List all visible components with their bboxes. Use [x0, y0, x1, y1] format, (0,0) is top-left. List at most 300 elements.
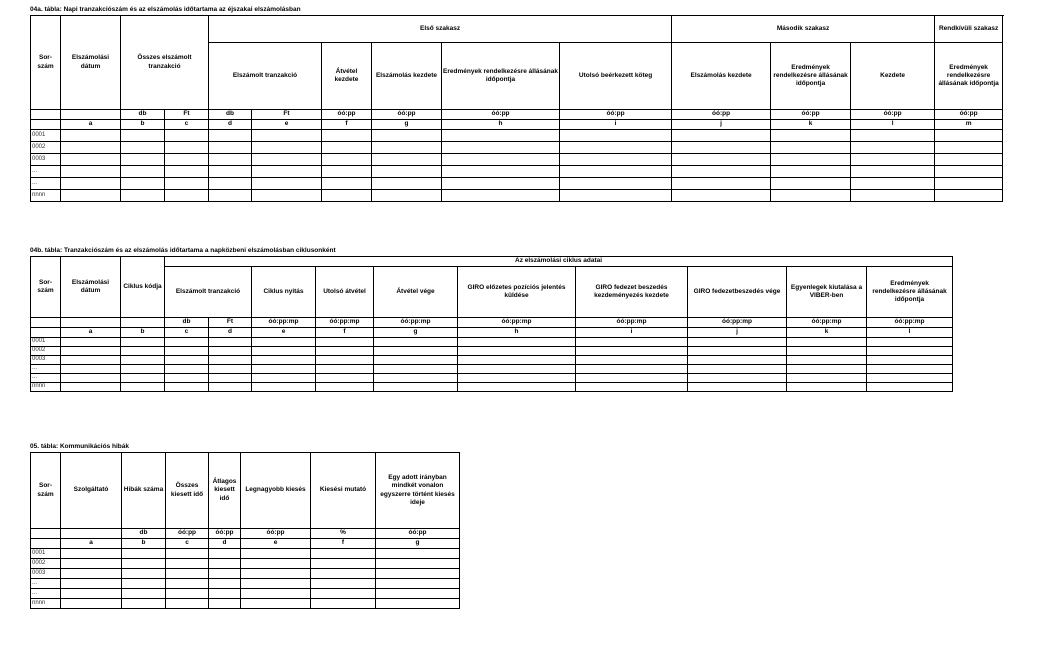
table-05-title: 05. tábla: Kommunikációs hibák	[30, 443, 129, 450]
data-cell	[166, 579, 209, 589]
data-cell	[851, 178, 935, 190]
data-cell	[458, 338, 576, 347]
col-giro-elozetes: GIRO előzetes pozíciós jelentés küldése	[458, 267, 576, 318]
data-cell	[935, 190, 1003, 202]
data-cell	[311, 589, 376, 599]
letter-cell: g	[372, 120, 442, 130]
col-giro-vege: GIRO fedezetbeszedés vége	[688, 267, 787, 318]
data-cell	[121, 383, 165, 392]
letter-cell: k	[771, 120, 851, 130]
data-cell	[61, 569, 122, 579]
data-cell	[241, 569, 311, 579]
letter-cell: g	[374, 328, 458, 338]
letter-cell: h	[442, 120, 560, 130]
table-row	[31, 599, 460, 609]
data-cell	[165, 365, 209, 374]
data-cell	[374, 356, 458, 365]
data-cell	[252, 374, 316, 383]
col-hibak: Hibák száma	[122, 453, 166, 529]
data-cell	[209, 356, 252, 365]
data-cell	[935, 166, 1003, 178]
letter-cell: c	[166, 539, 209, 549]
data-cell	[376, 559, 460, 569]
data-cell	[121, 178, 165, 190]
data-cell	[316, 347, 374, 356]
row-number: ...	[31, 166, 61, 178]
letter-cell: c	[165, 328, 209, 338]
unit-cell: Ft	[165, 110, 209, 120]
col-egyenlegek: Egyenlegek kiutalása a VIBER-ben	[787, 267, 867, 318]
data-cell	[560, 166, 672, 178]
table-04b-title: 04b. tábla: Tranzakciószám és az elszámolás időtartama a napközbeni elszámolásban ciklusonként	[30, 247, 336, 254]
data-cell	[771, 142, 851, 154]
table-row	[31, 178, 1003, 190]
data-cell	[374, 347, 458, 356]
row-number: 0002	[31, 559, 61, 569]
data-cell	[372, 130, 442, 142]
col-elszamolas-kezdete-2: Elszámolás kezdete	[672, 43, 771, 110]
unit-cell: Ft	[252, 110, 322, 120]
data-cell	[209, 569, 241, 579]
data-cell	[209, 599, 241, 609]
data-cell	[61, 559, 122, 569]
data-cell	[576, 356, 688, 365]
data-cell	[322, 130, 372, 142]
data-cell	[121, 347, 165, 356]
letter-cell: j	[672, 120, 771, 130]
data-cell	[122, 549, 166, 559]
unit-cell: óó:pp:mp	[458, 318, 576, 328]
table-04a	[30, 15, 1003, 202]
unit-cell: óó:pp	[442, 110, 560, 120]
group-elso-szakasz: Első szakasz	[209, 16, 672, 43]
table-row	[31, 549, 460, 559]
data-cell	[442, 142, 560, 154]
row-number: nnnn	[31, 383, 61, 392]
data-cell	[576, 347, 688, 356]
data-cell	[311, 579, 376, 589]
data-cell	[771, 130, 851, 142]
data-cell	[61, 347, 121, 356]
letter-cell: a	[61, 120, 121, 130]
letter-cell: f	[322, 120, 372, 130]
data-cell	[252, 383, 316, 392]
data-cell	[252, 365, 316, 374]
data-cell	[209, 347, 252, 356]
data-cell	[576, 383, 688, 392]
data-cell	[688, 347, 787, 356]
unit-cell: óó:pp	[376, 529, 460, 539]
data-cell	[374, 383, 458, 392]
data-cell	[316, 383, 374, 392]
data-cell	[121, 166, 165, 178]
data-cell	[121, 154, 165, 166]
table-row	[31, 166, 1003, 178]
col-eredmenyek-3: Eredmények rendelkezésre állásának időpontja	[935, 43, 1003, 110]
unit-cell: db	[165, 318, 209, 328]
data-cell	[372, 142, 442, 154]
table-row	[31, 559, 460, 569]
data-cell	[121, 365, 165, 374]
data-cell	[316, 338, 374, 347]
data-cell	[61, 166, 121, 178]
letter-cell: a	[61, 328, 121, 338]
letter-cell: j	[688, 328, 787, 338]
data-cell	[61, 383, 121, 392]
row-number: 0003	[31, 569, 61, 579]
table-row	[31, 374, 953, 383]
letter-cell: h	[458, 328, 576, 338]
letter-cell: f	[316, 328, 374, 338]
row-number: 0001	[31, 549, 61, 559]
row-number: 0001	[31, 338, 61, 347]
data-cell	[935, 142, 1003, 154]
data-cell	[209, 383, 252, 392]
letter-cell: c	[165, 120, 209, 130]
unit-cell: óó:pp	[771, 110, 851, 120]
data-cell	[771, 166, 851, 178]
data-cell	[165, 374, 209, 383]
data-cell	[252, 338, 316, 347]
unit-cell: óó:pp	[851, 110, 935, 120]
col-ciklus-kodja: Ciklus kódja	[121, 257, 165, 318]
unit-cell: óó:pp	[560, 110, 672, 120]
data-cell	[61, 599, 122, 609]
data-cell	[560, 130, 672, 142]
unit-cell: Ft	[209, 318, 252, 328]
unit-cell: óó:pp	[935, 110, 1003, 120]
col-elszamolt: Elszámolt tranzakció	[209, 43, 322, 110]
data-cell	[252, 178, 322, 190]
letter-cell: i	[576, 328, 688, 338]
data-cell	[166, 589, 209, 599]
col-atvetel-vege: Átvétel vége	[374, 267, 458, 318]
data-cell	[688, 365, 787, 374]
table-05	[30, 452, 460, 609]
letter-cell: a	[61, 539, 122, 549]
data-cell	[442, 190, 560, 202]
data-cell	[121, 356, 165, 365]
col-atvetel-kezdete: Átvétel kezdete	[322, 43, 372, 110]
data-cell	[209, 365, 252, 374]
data-cell	[771, 178, 851, 190]
data-cell	[209, 374, 252, 383]
data-cell	[61, 338, 121, 347]
data-cell	[165, 178, 209, 190]
table-04b	[30, 256, 953, 392]
unit-cell: óó:pp:mp	[252, 318, 316, 328]
data-cell	[458, 347, 576, 356]
unit-cell: db	[209, 110, 252, 120]
data-cell	[851, 166, 935, 178]
data-cell	[122, 599, 166, 609]
data-cell	[316, 365, 374, 374]
table-row	[31, 569, 460, 579]
data-cell	[376, 589, 460, 599]
data-cell	[311, 549, 376, 559]
row-number: 0001	[31, 130, 61, 142]
col-sorszam: Sor-szám	[31, 16, 61, 110]
data-cell	[672, 142, 771, 154]
data-cell	[771, 190, 851, 202]
data-cell	[374, 338, 458, 347]
row-number: ...	[31, 365, 61, 374]
unit-cell: óó:pp	[241, 529, 311, 539]
data-cell	[560, 154, 672, 166]
data-cell	[935, 178, 1003, 190]
data-cell	[61, 579, 122, 589]
data-cell	[458, 383, 576, 392]
data-cell	[851, 130, 935, 142]
data-cell	[316, 356, 374, 365]
data-cell	[851, 154, 935, 166]
data-cell	[209, 549, 241, 559]
data-cell	[316, 374, 374, 383]
unit-cell: óó:pp:mp	[374, 318, 458, 328]
data-cell	[322, 166, 372, 178]
group-ciklus-adatai: Az elszámolási ciklus adatai	[165, 257, 953, 267]
data-cell	[867, 383, 953, 392]
data-cell	[688, 356, 787, 365]
col-eredmenyek-1: Eredmények rendelkezésre állásának időpontja	[442, 43, 560, 110]
data-cell	[787, 365, 867, 374]
data-cell	[458, 374, 576, 383]
data-cell	[209, 190, 252, 202]
data-cell	[122, 559, 166, 569]
data-cell	[121, 190, 165, 202]
letter-cell: e	[252, 328, 316, 338]
group-masodik-szakasz: Második szakasz	[672, 16, 935, 43]
data-cell	[121, 374, 165, 383]
col-szolgaltato: Szolgáltató	[61, 453, 122, 529]
letter-cell: k	[787, 328, 867, 338]
data-cell	[442, 166, 560, 178]
row-number: nnnn	[31, 599, 61, 609]
data-cell	[166, 559, 209, 569]
col-eredmenyek-2: Eredmények rendelkezésre állásának időpontja	[771, 43, 851, 110]
data-cell	[165, 190, 209, 202]
letter-cell: d	[209, 120, 252, 130]
data-cell	[165, 166, 209, 178]
data-cell	[372, 190, 442, 202]
letter-cell: b	[121, 120, 165, 130]
col-utolso-koteg: Utolsó beérkezett köteg	[560, 43, 672, 110]
data-cell	[241, 589, 311, 599]
data-cell	[252, 190, 322, 202]
row-number: ...	[31, 589, 61, 599]
data-cell	[688, 338, 787, 347]
data-cell	[376, 569, 460, 579]
data-cell	[122, 569, 166, 579]
col-sorszam: Sor-szám	[31, 257, 61, 318]
data-cell	[241, 549, 311, 559]
data-cell	[209, 154, 252, 166]
data-cell	[61, 142, 121, 154]
data-cell	[458, 356, 576, 365]
data-cell	[122, 579, 166, 589]
data-cell	[322, 142, 372, 154]
data-cell	[560, 178, 672, 190]
letter-cell: l	[867, 328, 953, 338]
col-giro-kezdete: GIRO fedezet beszedés kezdeményezés kezdete	[576, 267, 688, 318]
data-cell	[372, 166, 442, 178]
unit-cell: óó:pp:mp	[688, 318, 787, 328]
data-cell	[688, 374, 787, 383]
data-cell	[61, 549, 122, 559]
data-cell	[165, 142, 209, 154]
data-cell	[61, 130, 121, 142]
data-cell	[166, 599, 209, 609]
data-cell	[122, 589, 166, 599]
data-cell	[241, 599, 311, 609]
letter-cell: i	[560, 120, 672, 130]
data-cell	[209, 130, 252, 142]
data-cell	[322, 154, 372, 166]
col-utolso-atvetel: Utolsó átvétel	[316, 267, 374, 318]
data-cell	[771, 154, 851, 166]
data-cell	[867, 347, 953, 356]
data-cell	[165, 154, 209, 166]
row-number: 0002	[31, 347, 61, 356]
col-kezdete: Kezdete	[851, 43, 935, 110]
col-elszamolt: Elszámolt tranzakció	[165, 267, 252, 318]
data-cell	[209, 178, 252, 190]
row-number: 0003	[31, 154, 61, 166]
unit-cell: óó:pp	[672, 110, 771, 120]
row-number: 0002	[31, 142, 61, 154]
data-cell	[787, 347, 867, 356]
data-cell	[576, 365, 688, 374]
data-cell	[61, 178, 121, 190]
col-legnagyobb: Legnagyobb kiesés	[241, 453, 311, 529]
data-cell	[442, 178, 560, 190]
col-sorszam: Sor-szám	[31, 453, 61, 529]
table-row	[31, 142, 1003, 154]
data-cell	[209, 559, 241, 569]
data-cell	[867, 374, 953, 383]
col-elszamolas-kezdete: Elszámolás kezdete	[372, 43, 442, 110]
data-cell	[252, 347, 316, 356]
data-cell	[61, 154, 121, 166]
data-cell	[166, 549, 209, 559]
data-cell	[688, 383, 787, 392]
table-row	[31, 130, 1003, 142]
data-cell	[376, 549, 460, 559]
data-cell	[787, 374, 867, 383]
data-cell	[576, 338, 688, 347]
data-cell	[851, 190, 935, 202]
letter-cell: b	[122, 539, 166, 549]
unit-cell: óó:pp	[209, 529, 241, 539]
unit-cell: óó:pp:mp	[867, 318, 953, 328]
data-cell	[252, 356, 316, 365]
data-cell	[209, 166, 252, 178]
data-cell	[442, 154, 560, 166]
data-cell	[372, 178, 442, 190]
data-cell	[867, 338, 953, 347]
unit-cell: óó:pp	[322, 110, 372, 120]
col-datum: Elszámolási dátum	[61, 257, 121, 318]
data-cell	[61, 589, 122, 599]
row-number: nnnn	[31, 190, 61, 202]
data-cell	[672, 178, 771, 190]
unit-cell: óó:pp:mp	[576, 318, 688, 328]
data-cell	[252, 166, 322, 178]
data-cell	[442, 130, 560, 142]
data-cell	[376, 599, 460, 609]
data-cell	[560, 142, 672, 154]
data-cell	[209, 338, 252, 347]
unit-cell: óó:pp:mp	[316, 318, 374, 328]
table-row	[31, 154, 1003, 166]
col-osszes: Összes elszámolt tranzakció	[121, 16, 209, 110]
data-cell	[787, 356, 867, 365]
data-cell	[61, 190, 121, 202]
data-cell	[121, 130, 165, 142]
data-cell	[209, 589, 241, 599]
table-row	[31, 190, 1003, 202]
data-cell	[311, 569, 376, 579]
letter-cell: e	[241, 539, 311, 549]
data-cell	[867, 365, 953, 374]
data-cell	[165, 383, 209, 392]
col-datum: Elszámolási dátum	[61, 16, 121, 110]
unit-cell: %	[311, 529, 376, 539]
data-cell	[165, 338, 209, 347]
data-cell	[121, 338, 165, 347]
table-04a-title: 04a. tábla: Napi tranzakciószám és az elszámolás időtartama az éjszakai elszámolásban	[30, 6, 301, 13]
letter-cell: g	[376, 539, 460, 549]
col-egy-adott: Egy adott irányban mindkét vonalon egyszerre történt kiesés ideje	[376, 453, 460, 529]
data-cell	[672, 130, 771, 142]
data-cell	[121, 142, 165, 154]
row-number: ...	[31, 579, 61, 589]
table-row	[31, 383, 953, 392]
col-kiesesi-mutato: Kiesési mutató	[311, 453, 376, 529]
data-cell	[61, 365, 121, 374]
group-rendkivuli-szakasz: Rendkívüli szakasz	[935, 16, 1003, 43]
data-cell	[322, 178, 372, 190]
unit-cell: óó:pp	[166, 529, 209, 539]
table-row	[31, 347, 953, 356]
table-row	[31, 338, 953, 347]
data-cell	[458, 365, 576, 374]
data-cell	[61, 374, 121, 383]
table-row	[31, 356, 953, 365]
data-cell	[787, 383, 867, 392]
col-eredmenyek: Eredmények rendelkezésre állásának időpontja	[867, 267, 953, 318]
row-number: ...	[31, 178, 61, 190]
data-cell	[372, 154, 442, 166]
data-cell	[241, 579, 311, 589]
data-cell	[165, 130, 209, 142]
data-cell	[165, 347, 209, 356]
letter-cell: e	[252, 120, 322, 130]
data-cell	[209, 142, 252, 154]
data-cell	[165, 356, 209, 365]
unit-cell: óó:pp:mp	[787, 318, 867, 328]
table-row	[31, 365, 953, 374]
data-cell	[935, 130, 1003, 142]
data-cell	[576, 374, 688, 383]
data-cell	[374, 374, 458, 383]
data-cell	[241, 559, 311, 569]
data-cell	[311, 559, 376, 569]
letter-cell: b	[121, 328, 165, 338]
data-cell	[252, 130, 322, 142]
data-cell	[376, 579, 460, 589]
data-cell	[672, 154, 771, 166]
